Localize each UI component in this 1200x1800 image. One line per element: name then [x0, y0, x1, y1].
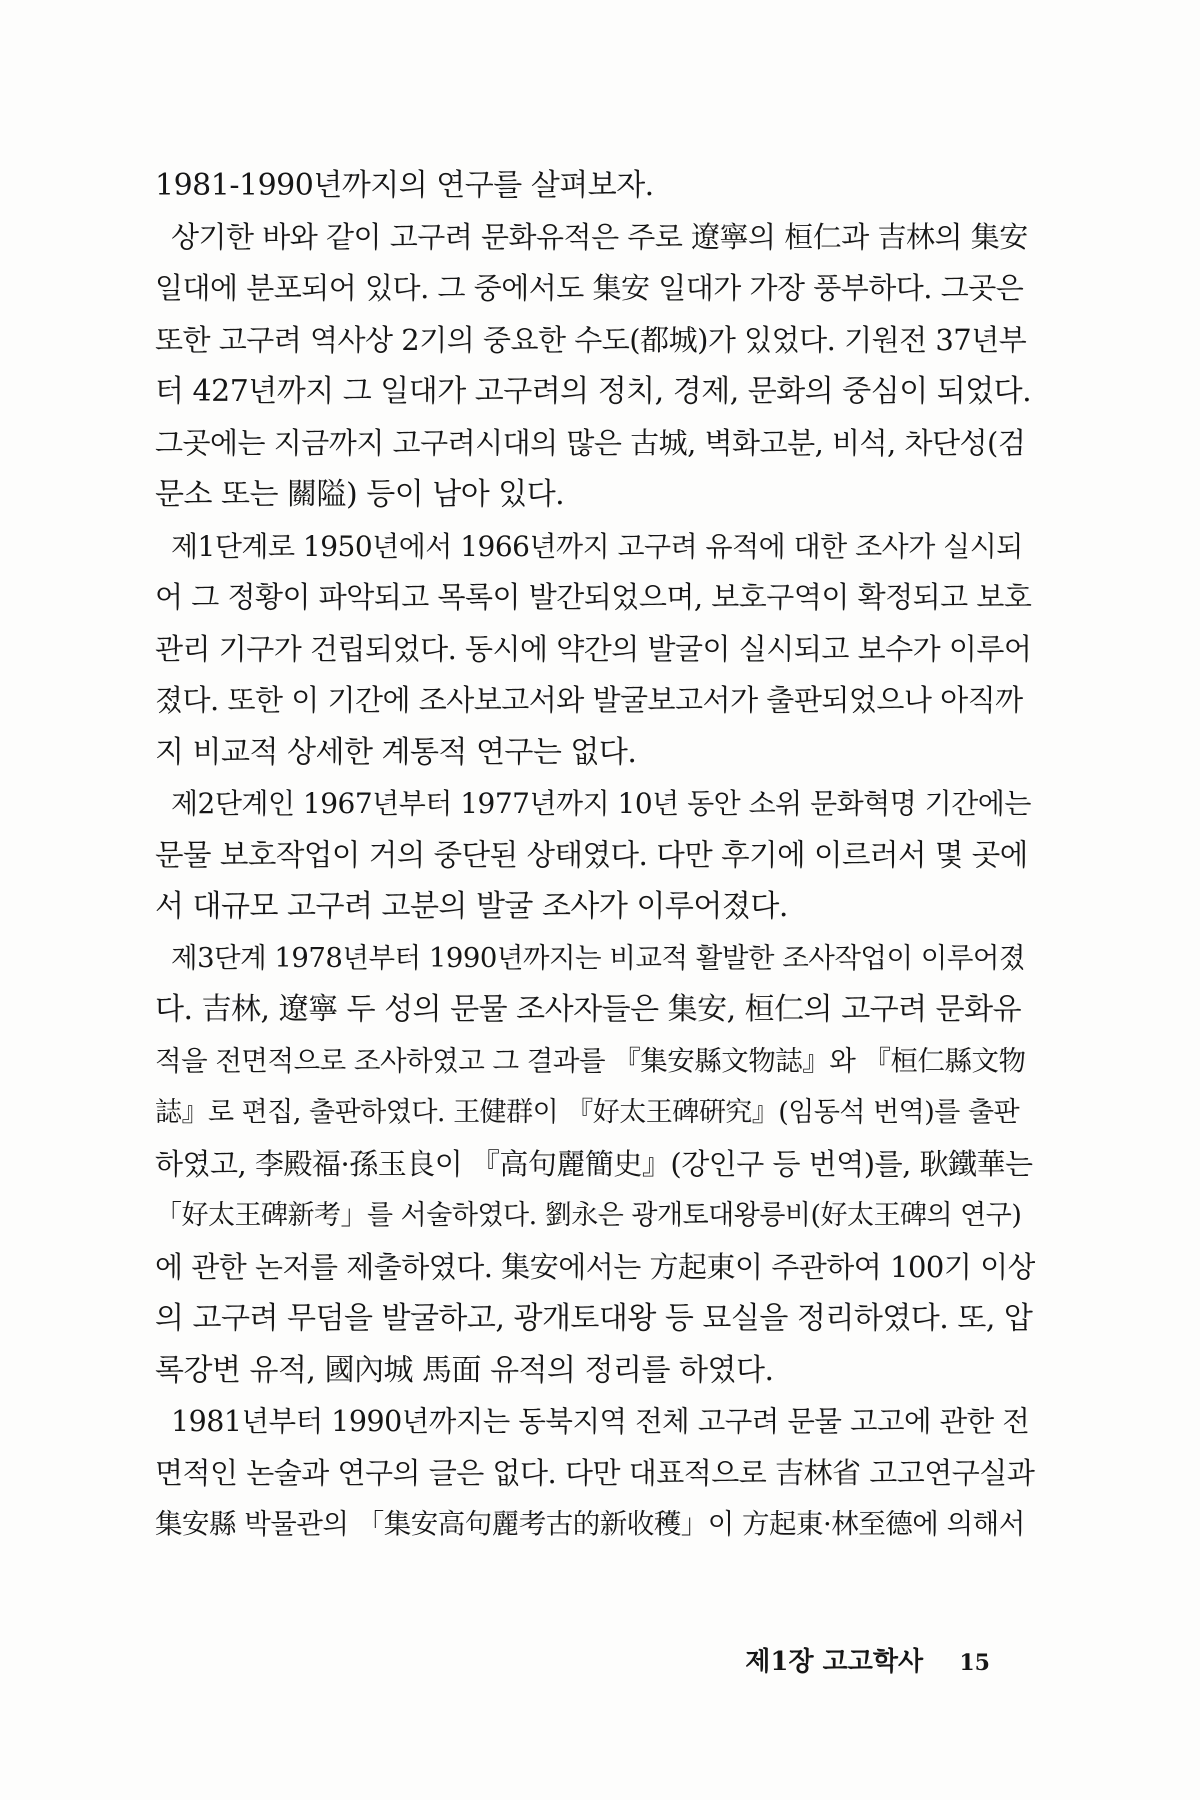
body-text	[155, 160, 1035, 1551]
text-line: 제1단계로 1950년에서 1966년까지 고구려 유적에 대한 조사가 실시되	[171, 529, 1023, 563]
page-footer	[745, 1642, 990, 1682]
text-line: 문소 또는 關隘) 등이 남아 있다.	[155, 477, 565, 512]
text-line: 서 대규모 고구려 고분의 발굴 조사가 이루어졌다.	[155, 889, 788, 924]
text-line: 1981-1990년까지의 연구를 살펴보자.	[155, 168, 654, 203]
text-line: 誌』로 편집, 출판하였다. 王健群이 『好太王碑硏究』(임동석 번역)를 출판	[155, 1097, 1020, 1128]
text-line: 다. 吉林, 遼寧 두 성의 문물 조사자들은 集安, 桓仁의 고구려 문화유	[155, 992, 1022, 1027]
text-line: 어 그 정황이 파악되고 목록이 발간되었으며, 보호구역이 확정되고 보호	[155, 580, 1032, 614]
text-line: 그곳에는 지금까지 고구려시대의 많은 古城, 벽화고분, 비석, 차단성(검	[155, 425, 1026, 460]
text-line: 문물 보호작업이 거의 중단된 상태였다. 다만 후기에 이르러서 몇 곳에	[155, 837, 1028, 872]
text-line: 의 고구려 무덤을 발굴하고, 광개토대왕 등 묘실을 정리하였다. 또, 압	[155, 1301, 1033, 1336]
text-line: 적을 전면적으로 조사하였고 그 결과를 『集安縣文物誌』와 『桓仁縣文物	[155, 1044, 1026, 1077]
text-line: 록강변 유적, 國內城 馬面 유적의 정리를 하였다.	[155, 1352, 774, 1388]
text-line: 1981년부터 1990년까지는 동북지역 전체 고구려 문물 고고에 관한 전	[171, 1405, 1030, 1438]
text-line: 터 427년까지 그 일대가 고구려의 정치, 경제, 문화의 중심이 되었다.	[155, 374, 1032, 409]
text-line: 集安縣 박물관의 「集安高句麗考古的新收穫」이 方起東·林至德에 의해서	[155, 1508, 1025, 1540]
text-line: 「好太王碑新考」를 서술하였다. 劉永은 광개토대왕릉비(好太王碑의 연구)	[155, 1200, 1022, 1231]
text-line: 에 관한 논저를 제출하였다. 集安에서는 方起東이 주관하여 100기 이상	[155, 1249, 1035, 1284]
text-line: 지 비교적 상세한 계통적 연구는 없다.	[155, 734, 637, 770]
text-line: 또한 고구려 역사상 2기의 중요한 수도(都城)가 있었다. 기원전 37년부	[155, 322, 1027, 357]
text-line: 제2단계인 1967년부터 1977년까지 10년 동안 소위 문화혁명 기간에는	[171, 787, 1031, 820]
text-line: 관리 기구가 건립되었다. 동시에 약간의 발굴이 실시되고 보수가 이루어	[155, 631, 1032, 666]
text-line: 면적인 논술과 연구의 글은 없다. 다만 대표적으로 吉林省 고고연구실과	[155, 1455, 1035, 1490]
page-number: 15	[959, 1650, 990, 1676]
text-line: 일대에 분포되어 있다. 그 중에서도 集安 일대가 가장 풍부하다. 그곳은	[155, 271, 1024, 305]
text-line: 하였고, 李殿福·孫玉良이 『高句麗簡史』(강인구 등 번역)를, 耿鐵華는	[155, 1146, 1033, 1181]
text-line: 졌다. 또한 이 기간에 조사보고서와 발굴보고서가 출판되었으나 아직까	[155, 683, 1023, 717]
text-line: 제3단계 1978년부터 1990년까지는 비교적 활발한 조사작업이 이루어졌	[171, 941, 1026, 974]
chapter-title: 제1장 고고학사	[745, 1647, 924, 1677]
text-line: 상기한 바와 같이 고구려 문화유적은 주로 遼寧의 桓仁과 吉林의 集安	[171, 219, 1028, 254]
